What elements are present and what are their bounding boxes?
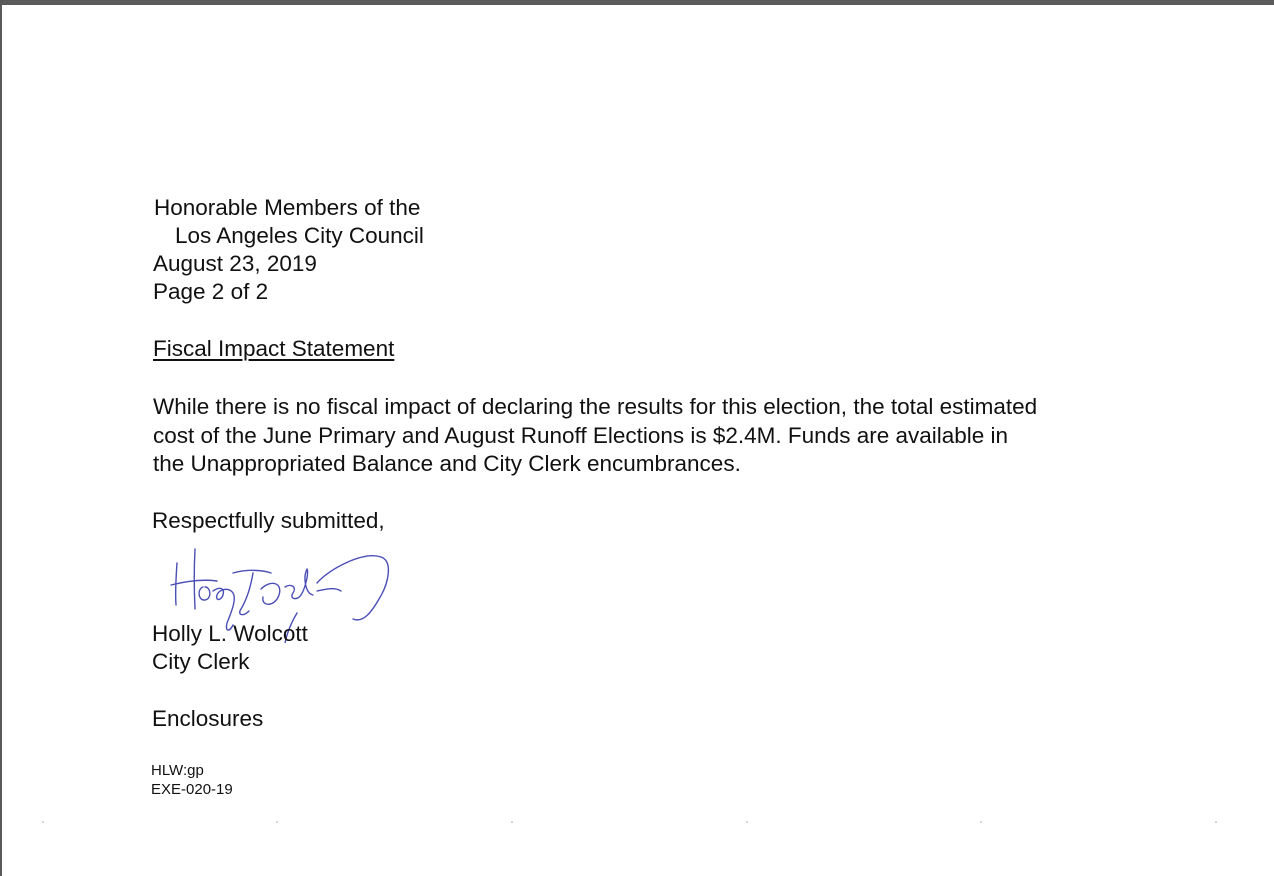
section-heading: Fiscal Impact Statement [153, 336, 395, 361]
body-line: the Unappropriated Balance and City Clerk encumbrances. [153, 451, 741, 476]
document-page [2, 5, 1274, 876]
body-paragraph [153, 393, 1133, 479]
signer-title: City Clerk [152, 649, 250, 674]
scan-speck [511, 821, 513, 823]
signer-name: Holly L. Wolcott [152, 621, 308, 646]
body-line: While there is no fiscal impact of declaring the results for this election, the total estimated [153, 394, 1038, 419]
scan-speck [42, 821, 44, 823]
reference-initials: HLW:gp [151, 762, 204, 779]
scan-speck [980, 821, 982, 823]
scan-speck [276, 821, 278, 823]
scan-artifacts [2, 821, 1274, 825]
scan-speck [746, 821, 748, 823]
closing-line: Respectfully submitted, [152, 508, 385, 533]
addressee-line-2: Los Angeles City Council [175, 223, 424, 248]
scan-speck [1215, 821, 1217, 823]
reference-code: EXE-020-19 [151, 781, 233, 798]
body-line: cost of the June Primary and August Runoff Elections is $2.4M. Funds are available in [153, 422, 1009, 448]
addressee-line-1: Honorable Members of the [154, 195, 421, 220]
enclosures-note: Enclosures [152, 706, 264, 731]
page-number: Page 2 of 2 [153, 279, 269, 304]
letter-date: August 23, 2019 [153, 251, 317, 276]
